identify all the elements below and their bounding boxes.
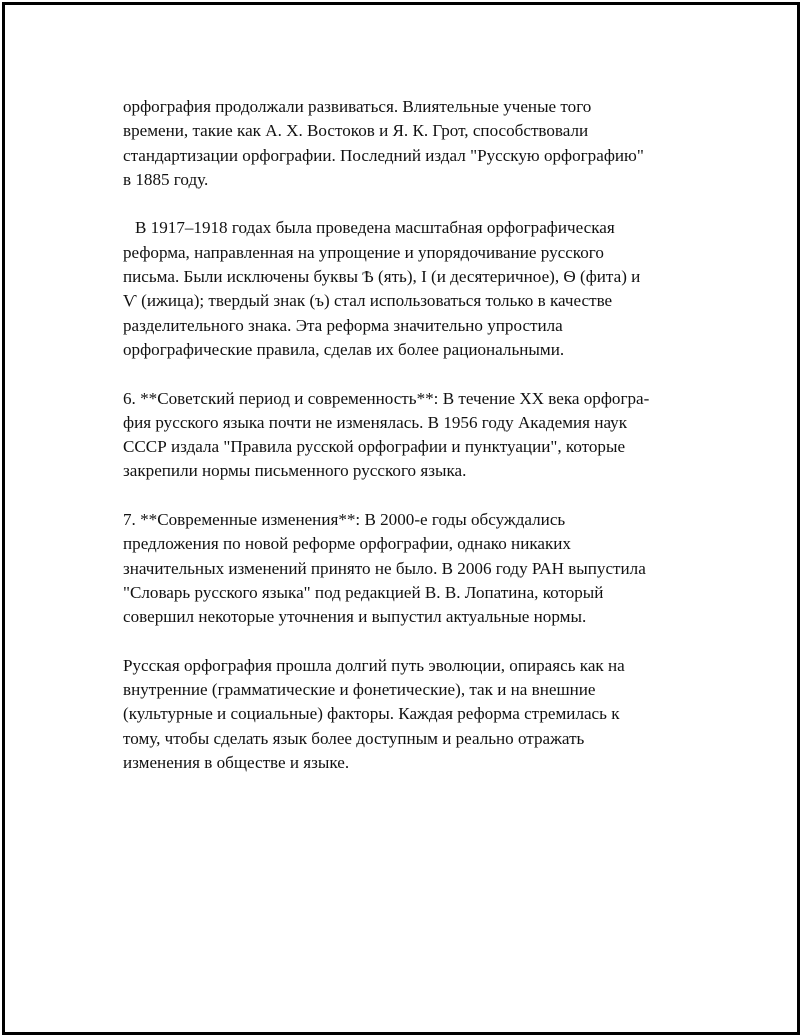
paragraph-continuation: орфография продолжали развиваться. Влиятельные ученые того времени, такие как А. Х. Востоков и Я. К. Грот, способствовали стандартизации орфографии. Последний издал "Русскую орфографию" в 1885 году.	[123, 97, 644, 189]
paragraph-soviet-period: 6. **Советский период и современность**: В течение XX века орфогра- фия русского языка почти не изменялась. В 1956 году Академия наук СССР издала "Правила русской орфографии и пунктуации", которые закрепили нормы письменного русского языка.	[123, 388, 650, 481]
paragraph-modern-changes: 7. **Современные изменения**: В 2000-е годы обсуждались предложения по новой реформе орфографии, однако никаких значительных изменений принято не было. В 2006 году РАН выпустила "Словарь русского языка" под редакцией В. В. Лопатина, который совершил некоторые уточнения и выпустил актуальные нормы.	[123, 510, 646, 627]
document-body	[123, 95, 693, 775]
paragraph-gap	[123, 630, 693, 654]
paragraph-conclusion: Русская орфография прошла долгий путь эволюции, опираясь как на внутренние (грамматические и фонетические), так и на внешние (культурные и социальные) факторы. Каждая реформа стремилась к тому, чтобы сделать язык более доступным и реально отражать изменения в обществе и языке.	[123, 655, 625, 773]
paragraph-gap	[123, 362, 693, 386]
page-frame	[2, 2, 800, 1035]
paragraph-gap	[123, 484, 693, 508]
paragraph-reform-1917: В 1917–1918 годах была проведена масштабная орфографическая реформа, направленная на упрощение и упорядочивание русского письма. Были исключены буквы Ѣ (ять), І (и десятеричное), Ѳ (фита) и Ѵ (ижица); твердый знак (ъ) стал использоваться только в качестве разделительного знака. Эта реформа значительно упростила орфографические правила, сделав их более рациональными.	[123, 218, 641, 359]
paragraph-gap	[123, 192, 693, 216]
